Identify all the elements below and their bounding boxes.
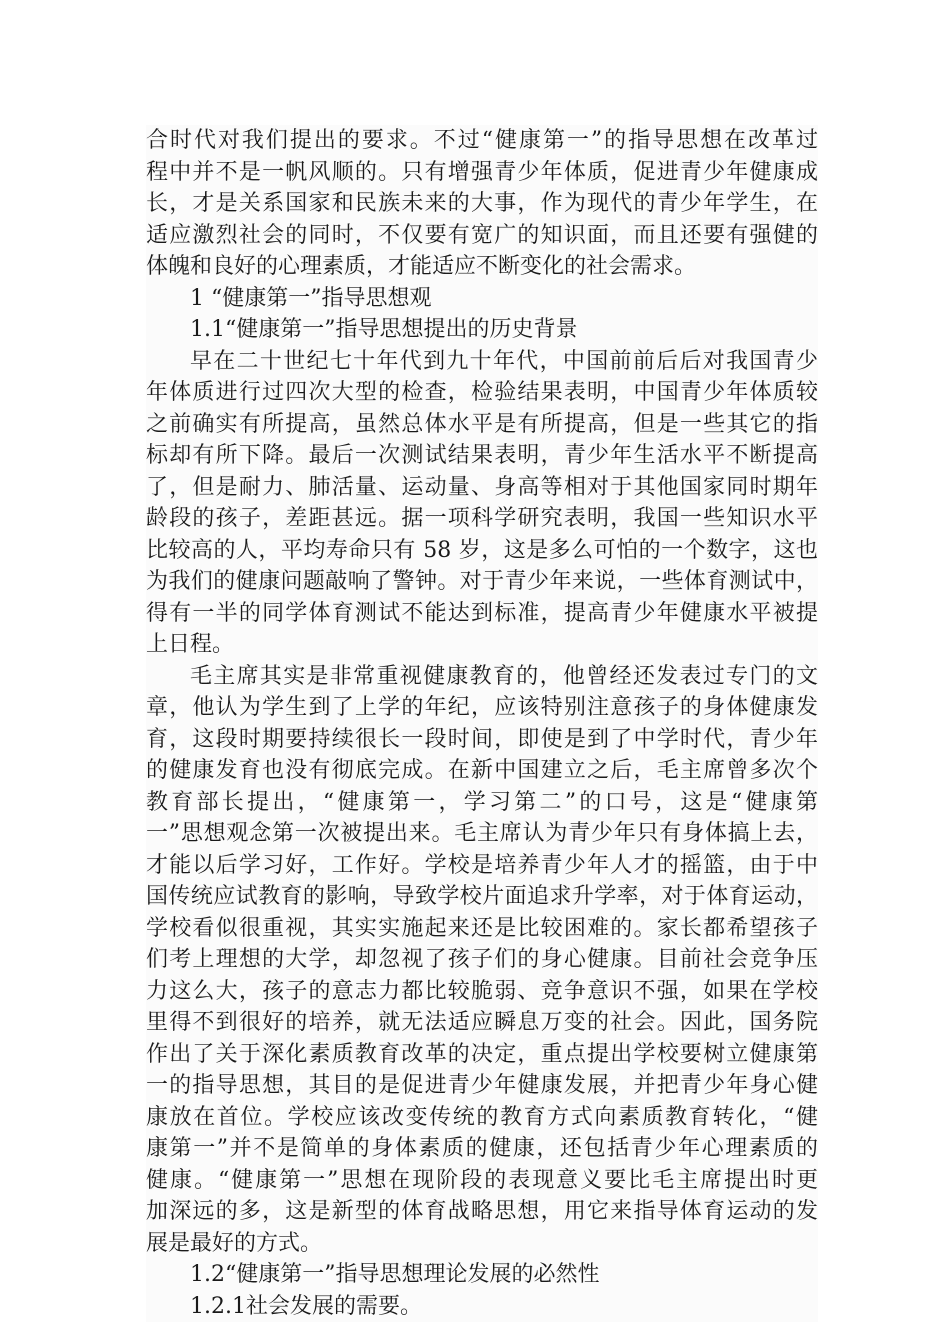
paragraph-line: 康第一”并不是简单的身体素质的健康，还包括青少年心理素质的 — [146, 1133, 818, 1165]
paragraph-line: 了，但是耐力、肺活量、运动量、身高等相对于其他国家同时期年 — [146, 472, 818, 504]
paragraph-line: 学校看似很重视，其实实施起来还是比较困难的。家长都希望孩子 — [146, 913, 818, 945]
paragraph-line: 标却有所下降。最后一次测试结果表明，青少年生活水平不断提高 — [146, 440, 818, 472]
section-heading: 1.2.1社会发展的需要。 — [146, 1291, 818, 1323]
paragraph-line: 适应激烈社会的同时，不仅要有宽广的知识面，而且还要有强健的 — [146, 220, 818, 252]
paragraph-line: 加深远的多，这是新型的体育战略思想，用它来指导体育运动的发 — [146, 1196, 818, 1228]
section-heading: 1.1“健康第一”指导思想提出的历史背景 — [146, 314, 818, 346]
paragraph-line: 的健康发育也没有彻底完成。在新中国建立之后，毛主席曾多次个 — [146, 755, 818, 787]
paragraph-line: 一的指导思想，其目的是促进青少年健康发展，并把青少年身心健 — [146, 1070, 818, 1102]
paragraph-line: 毛主席其实是非常重视健康教育的，他曾经还发表过专门的文 — [146, 661, 818, 693]
paragraph-line: 健康。“健康第一”思想在现阶段的表现意义要比毛主席提出时更 — [146, 1165, 818, 1197]
paragraph-line: 里得不到很好的培养，就无法适应瞬息万变的社会。因此，国务院 — [146, 1007, 818, 1039]
paragraph-line: 比较高的人，平均寿命只有 58 岁，这是多么可怕的一个数字，这也 — [146, 535, 818, 567]
paragraph-line: 年体质进行过四次大型的检查，检验结果表明，中国青少年体质较 — [146, 377, 818, 409]
section-heading: 1 “健康第一”指导思想观 — [146, 283, 818, 315]
paragraph-line: 得有一半的同学体育测试不能达到标准，提高青少年健康水平被提 — [146, 598, 818, 630]
paragraph-line: 教育部长提出，“健康第一，学习第二”的口号，这是“健康第 — [146, 787, 818, 819]
paragraph-line: 早在二十世纪七十年代到九十年代，中国前前后后对我国青少 — [146, 346, 818, 378]
paragraph-line: 国传统应试教育的影响，导致学校片面追求升学率，对于体育运动， — [146, 881, 818, 913]
paragraph-line: 程中并不是一帆风顺的。只有增强青少年体质，促进青少年健康成 — [146, 157, 818, 189]
paragraph-line: 为我们的健康问题敲响了警钟。对于青少年来说，一些体育测试中， — [146, 566, 818, 598]
paragraph-line: 章，他认为学生到了上学的年纪，应该特别注意孩子的身体健康发 — [146, 692, 818, 724]
paragraph-line: 一”思想观念第一次被提出来。毛主席认为青少年只有身体搞上去， — [146, 818, 818, 850]
paragraph-line: 展是最好的方式。 — [146, 1228, 818, 1260]
paragraph-line: 体魄和良好的心理素质，才能适应不断变化的社会需求。 — [146, 251, 818, 283]
paragraph-line: 作出了关于深化素质教育改革的决定，重点提出学校要树立健康第 — [146, 1039, 818, 1071]
paragraph-line: 育，这段时期要持续很长一段时间，即使是到了中学时代，青少年 — [146, 724, 818, 756]
paragraph-line: 才能以后学习好，工作好。学校是培养青少年人才的摇篮，由于中 — [146, 850, 818, 882]
paragraph-line: 上日程。 — [146, 629, 818, 661]
paragraph-line: 之前确实有所提高，虽然总体水平是有所提高，但是一些其它的指 — [146, 409, 818, 441]
paragraph-line: 长，才是关系国家和民族未来的大事，作为现代的青少年学生，在 — [146, 188, 818, 220]
paragraph-line: 力这么大，孩子的意志力都比较脆弱、竞争意识不强，如果在学校 — [146, 976, 818, 1008]
paragraph-line: 们考上理想的大学，却忽视了孩子们的身心健康。目前社会竞争压 — [146, 944, 818, 976]
paragraph-line: 康放在首位。学校应该改变传统的教育方式向素质教育转化，“健 — [146, 1102, 818, 1134]
section-heading: 1.2“健康第一”指导思想理论发展的必然性 — [146, 1259, 818, 1291]
document-body — [146, 125, 818, 1322]
paragraph-line: 龄段的孩子，差距甚远。据一项科学研究表明，我国一些知识水平 — [146, 503, 818, 535]
paragraph-line: 合时代对我们提出的要求。不过“健康第一”的指导思想在改革过 — [146, 125, 818, 157]
